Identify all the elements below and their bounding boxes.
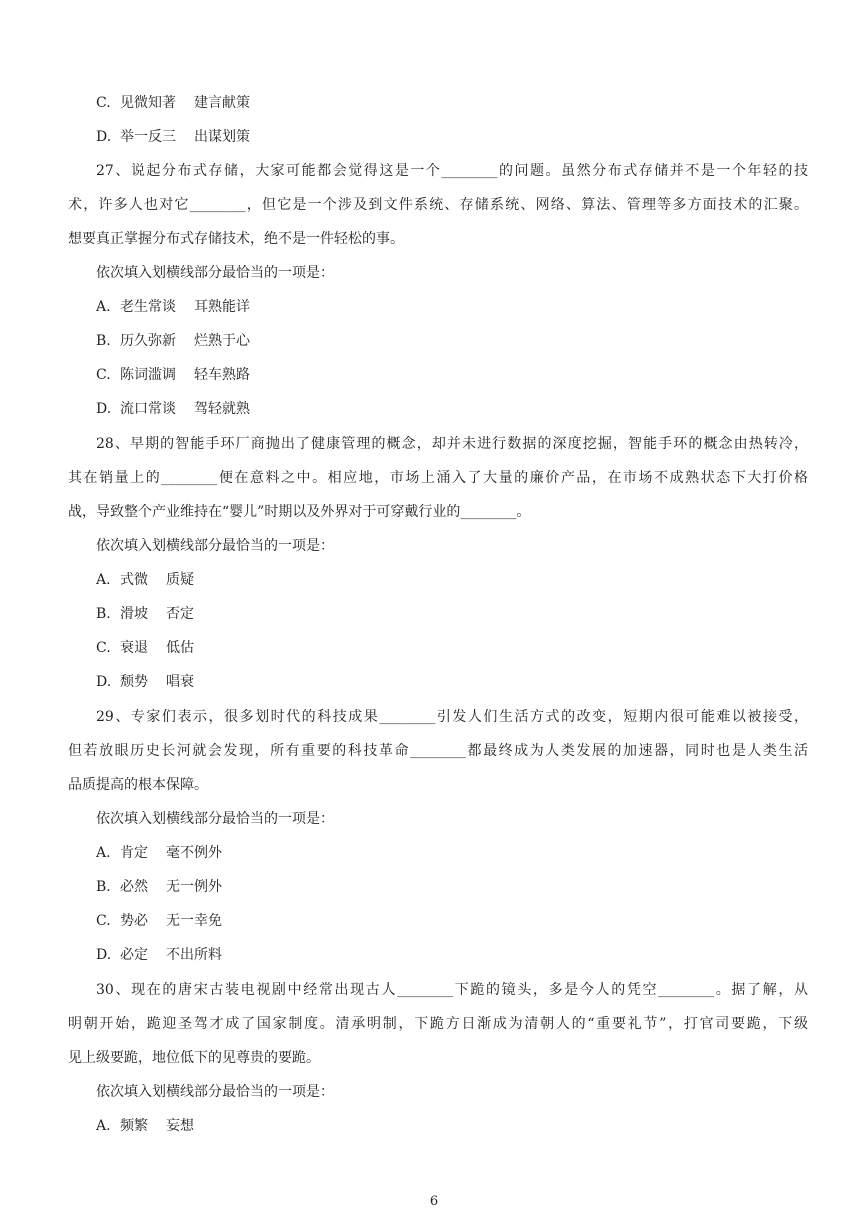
option-c: C. 陈词滥调 轻车熟路: [96, 367, 250, 383]
option-c: C. 衰退 低估: [96, 640, 194, 656]
option-b: B. 必然 无一例外: [96, 879, 222, 895]
question-28-line-1: 28、早期的智能手环厂商抛出了健康管理的概念，却并未进行数据的深度挖掘，智能手环的概念由热转冷，: [96, 436, 808, 452]
option-a: A. 式微 质疑: [96, 572, 194, 588]
question-28-line-3: 战，导致整个产业维持在“婴儿”时期以及外界对于可穿戴行业的________。: [68, 504, 531, 520]
page-number: 6: [429, 1194, 439, 1209]
option-d: D. 流口常谈 驾轻就熟: [96, 401, 250, 417]
option-a: A. 肯定 毫不例外: [96, 845, 222, 861]
option-c: C. 见微知著 建言献策: [96, 95, 250, 111]
question-30-line-3: 见上级要跪，地位低下的见尊贵的要跪。: [68, 1050, 320, 1066]
option-a: A. 频繁 妄想: [96, 1118, 194, 1134]
question-29-line-1: 29、专家们表示，很多划时代的科技成果________引发人们生活方式的改变，短期内很可能难以被接受，: [96, 709, 808, 725]
question-29-line-3: 品质提高的根本保障。: [68, 777, 208, 793]
question-29-line-2: 但若放眼历史长河就会发现，所有重要的科技革命________都最终成为人类发展的加速器，同时也是人类生活: [68, 743, 808, 759]
option-b: B. 滑坡 否定: [96, 606, 194, 622]
question-27-line-2: 术，许多人也对它________，但它是一个涉及到文件系统、存储系统、网络、算法、管理等多方面技术的汇聚。: [68, 197, 808, 213]
option-d: D. 必定 不出所料: [96, 947, 222, 963]
option-d: D. 举一反三 出谋划策: [96, 129, 250, 145]
question-30-prompt: 依次填入划横线部分最恰当的一项是：: [96, 1084, 334, 1100]
question-27-line-3: 想要真正掌握分布式存储技术，绝不是一件轻松的事。: [68, 231, 404, 247]
question-28-line-2: 其在销量上的________便在意料之中。相应地，市场上涌入了大量的廉价产品，在市场不成熟状态下大打价格: [68, 470, 808, 486]
question-30-line-2: 明朝开始，跪迎圣驾才成了国家制度。清承明制，下跪方日渐成为清朝人的“重要礼节”，打官司要跪，下级: [68, 1016, 808, 1032]
question-30-line-1: 30、现在的唐宋古装电视剧中经常出现古人________下跪的镜头，多是今人的凭空________。据了解，从: [96, 982, 808, 998]
option-c: C. 势必 无一幸免: [96, 913, 222, 929]
question-29-prompt: 依次填入划横线部分最恰当的一项是：: [96, 811, 334, 827]
question-27-line-1: 27、说起分布式存储，大家可能都会觉得这是一个________的问题。虽然分布式存储并不是一个年轻的技: [96, 163, 808, 179]
question-28-prompt: 依次填入划横线部分最恰当的一项是：: [96, 538, 334, 554]
option-b: B. 历久弥新 烂熟于心: [96, 333, 250, 349]
option-d: D. 颓势 唱衰: [96, 674, 194, 690]
option-a: A. 老生常谈 耳熟能详: [96, 299, 250, 315]
question-27-prompt: 依次填入划横线部分最恰当的一项是：: [96, 265, 334, 281]
